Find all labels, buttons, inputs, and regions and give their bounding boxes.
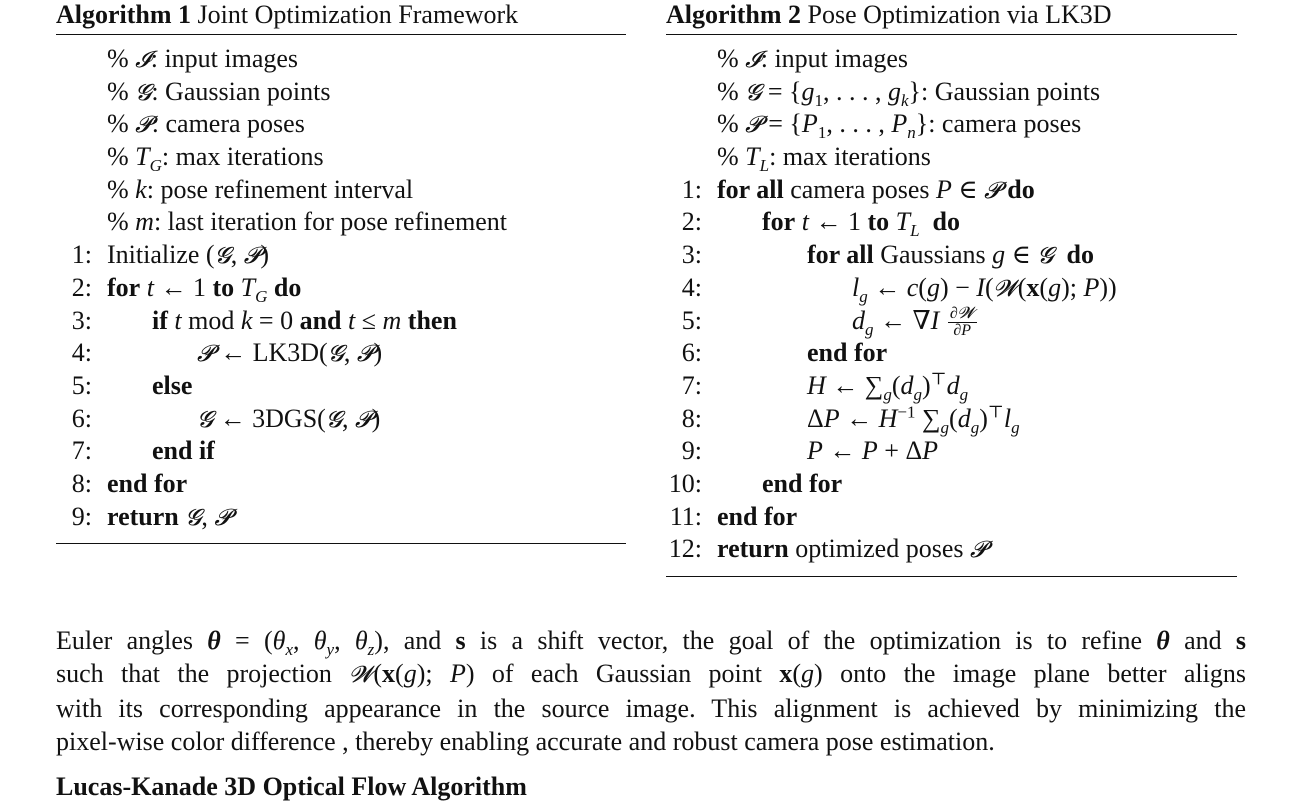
algorithm-2-line: 7: H ← $\sum_g(d_g)^⊤d_g$ <box>681 369 969 405</box>
paragraph-line: pixel-wise color difference , thereby enabling accurate and robust camera pose estimation. <box>56 727 995 756</box>
algorithm-1-comment: % $T_G$: max iterations <box>107 142 324 176</box>
algorithm-2-line: 3: for all Gaussians g ∈ 𝓖 do <box>681 240 1094 270</box>
algorithm-2-comment: % 𝓟 = {$P_1$, . . . , $P_n$}: camera poses <box>717 109 1082 143</box>
algorithm-2-body <box>666 35 1237 577</box>
paragraph-line: such that the projection 𝓦(x(g); P) of each Gaussian point x(g) onto the image plane better aligns <box>56 659 1246 688</box>
algorithm-2-label: Algorithm 2 <box>666 0 802 29</box>
algorithm-2-line: 5: $d_g$ ← ∇I $\frac{\text{∂𝓦}}{\partial P}$ <box>681 305 975 340</box>
algorithm-1-line: 5: else <box>71 370 193 400</box>
next-section-fragment: Lucas-Kanade 3D Optical Flow Algorithm <box>56 772 527 801</box>
algorithm-2-line: 6: end for <box>681 338 888 368</box>
algorithm-2-line: 8: ΔP ← $H^{-1}$ $\sum_g(d_g)^⊤l_g$ <box>681 401 1020 437</box>
algorithm-1-line: 6: 𝓖 ← 3DGS(𝓖, 𝓟) <box>71 403 381 433</box>
algorithm-1-line: 1: Initialize (𝓖, 𝓟) <box>71 240 269 270</box>
algorithm-2-header <box>666 0 1237 35</box>
algorithm-2-line: 4: $l_g$ ← c(g) − I(𝓦(x(g); P)) <box>681 272 1117 306</box>
algorithm-1-body <box>56 35 626 544</box>
algorithm-1-line: 9: return 𝓖, 𝓟 <box>71 501 231 531</box>
algorithm-1-comment: % 𝓖: Gaussian points <box>107 76 331 106</box>
algorithm-1-line: 7: end if <box>71 436 215 466</box>
algorithm-1-title: Joint Optimization Framework <box>197 0 519 29</box>
algorithm-2-line: 9: P ← P + ΔP <box>681 436 939 466</box>
algorithm-1-label: Algorithm 1 <box>56 0 192 29</box>
algorithm-1-comment: % 𝓟: camera poses <box>107 109 305 139</box>
algorithm-1-comment: % 𝓘: input images <box>107 44 299 73</box>
algorithm-1-comment: % m: last iteration for pose refinement <box>107 207 507 237</box>
algorithm-2-title: Pose Optimization via LK3D <box>807 0 1112 29</box>
algorithm-2-line: 10: end for <box>668 468 843 498</box>
paragraph-line: with its corresponding appearance in the source image. This alignment is achieved by minimizing the <box>56 694 1246 723</box>
algorithm-1-block <box>56 0 626 544</box>
algorithm-1-line: 2: for t ← 1 to $T_G$ do <box>71 272 302 306</box>
algorithm-2-line: 11: end for <box>669 501 798 531</box>
algorithm-1-line: 8: end for <box>71 468 188 498</box>
body-paragraph <box>56 624 1246 758</box>
paragraph-line: Euler angles $\theta = (\theta_x$, $\theta_y$, $\theta_z$), and s is a shift vector, the goal of the optimization is to refine θ and s <box>56 626 1247 660</box>
algorithm-1-comment: % k: pose refinement interval <box>107 174 414 204</box>
algorithm-2-line: 1: for all camera poses P ∈ 𝓟 do <box>681 174 1035 204</box>
algorithm-2-comment: % 𝓖 = {$g_1$, . . . , $g_k$}: Gaussian points <box>717 76 1101 110</box>
algorithm-2-comment: % 𝓘: input images <box>717 44 909 73</box>
algorithm-1-header <box>56 0 626 35</box>
algorithm-2-comment: % $T_L$: max iterations <box>717 142 931 176</box>
algorithm-1-line: 3: if t mod k = 0 and t ≤ m then <box>71 305 457 335</box>
algorithm-2-line: 12: return optimized poses 𝓟 <box>668 534 987 564</box>
algorithm-2-line: 2: for t ← 1 to $T_L$ do <box>681 207 961 241</box>
algorithm-1-line: 4: 𝓟 ← LK3D(𝓖, 𝓟) <box>71 338 383 368</box>
algorithm-2-block <box>666 0 1237 577</box>
